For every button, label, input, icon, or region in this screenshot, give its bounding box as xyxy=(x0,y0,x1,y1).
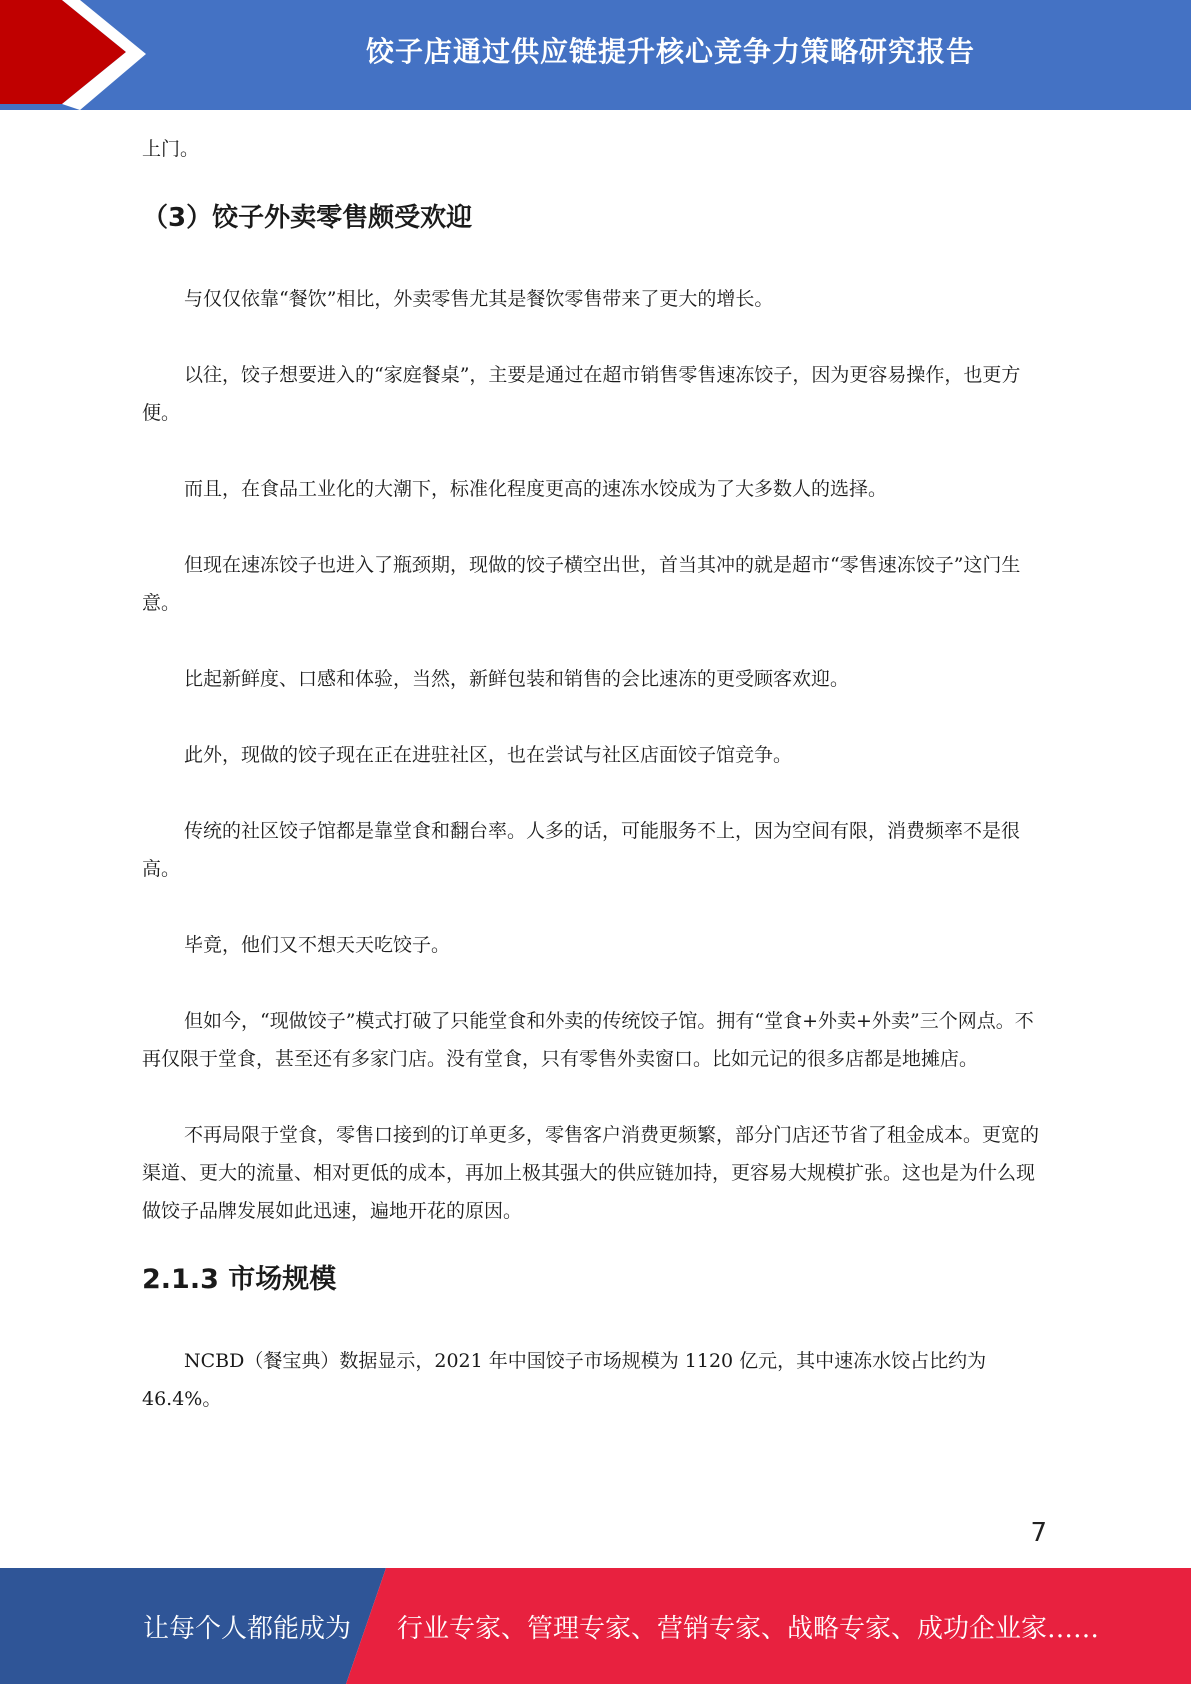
paragraph: 但现在速冻饺子也进入了瓶颈期，现做的饺子横空出世，首当其冲的就是超市“零售速冻饺子”这门生意。 xyxy=(142,554,1021,614)
page-header xyxy=(0,0,1191,110)
page-footer xyxy=(0,1568,1191,1684)
paragraph: 传统的社区饺子馆都是靠堂食和翻台率。人多的话，可能服务不上，因为空间有限，消费频率不是很高。 xyxy=(142,820,1021,880)
paragraph: 比起新鲜度、口感和体验，当然，新鲜包装和销售的会比速冻的更受顾客欢迎。 xyxy=(184,668,850,690)
section-heading-2-1-3: 2.1.3 市场规模 xyxy=(142,1264,337,1295)
report-title: 饺子店通过供应链提升核心竞争力策略研究报告 xyxy=(365,35,975,68)
paragraph: 而且，在食品工业化的大潮下，标准化程度更高的速冻水饺成为了大多数人的选择。 xyxy=(184,478,888,500)
paragraph: 此外，现做的饺子现在正在进驻社区，也在尝试与社区店面饺子馆竞争。 xyxy=(184,744,793,766)
market-size-paragraph: NCBD（餐宝典）数据显示，2021 年中国饺子市场规模为 1120 亿元，其中速冻水饺占比约为 46.4%。 xyxy=(142,1350,987,1410)
continuation-text: 上门。 xyxy=(142,138,200,160)
page-content xyxy=(142,130,1047,1456)
footer-slogan-left: 让每个人都能成为 xyxy=(143,1613,352,1644)
header-arrow-decoration xyxy=(0,0,160,110)
paragraph: 毕竟，他们又不想天天吃饺子。 xyxy=(184,934,451,956)
footer-slogan-right: 行业专家、管理专家、营销专家、战略专家、成功企业家…… xyxy=(397,1613,1100,1644)
paragraph: 但如今，“现做饺子”模式打破了只能堂食和外卖的传统饺子馆。拥有“堂食+外卖+外卖”三个网点。不再仅限于堂食，甚至还有多家门店。没有堂食，只有零售外卖窗口。比如元记的很多店都是地摊店。 xyxy=(142,1010,1034,1070)
paragraph: 以往，饺子想要进入的“家庭餐桌”，主要是通过在超市销售零售速冻饺子，因为更容易操作，也更方便。 xyxy=(142,364,1021,424)
section-heading-3: （3）饺子外卖零售颇受欢迎 xyxy=(142,203,473,233)
paragraph: 不再局限于堂食，零售口接到的订单更多，零售客户消费更频繁，部分门店还节省了租金成本。更宽的渠道、更大的流量、相对更低的成本，再加上极其强大的供应链加持，更容易大规模扩张。这也是为什么现做饺子品牌发展如此迅速，遍地开花的原因。 xyxy=(142,1124,1040,1222)
page-number: 7 xyxy=(1030,1518,1047,1548)
paragraph: 与仅仅依靠“餐饮”相比，外卖零售尤其是餐饮零售带来了更大的增长。 xyxy=(184,288,774,310)
